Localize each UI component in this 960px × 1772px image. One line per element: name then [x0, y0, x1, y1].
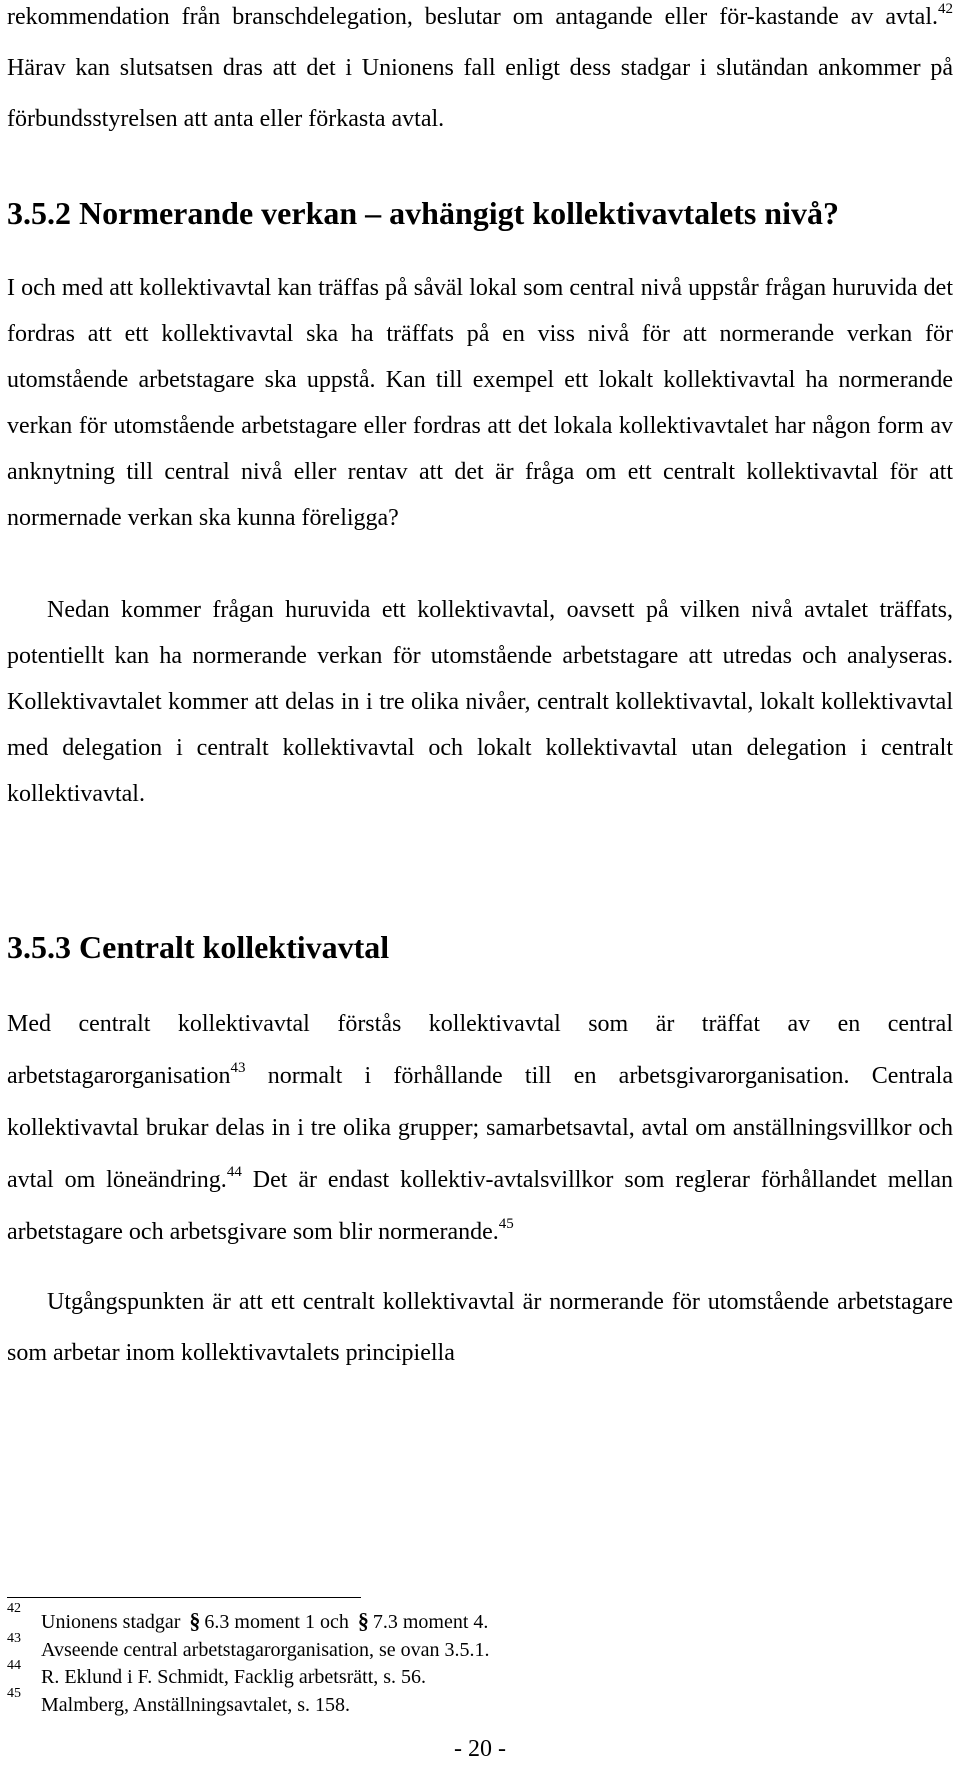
footnote-text: Malmberg, Anställningsavtalet, s. 158. — [41, 1693, 351, 1716]
intro-text-part-1: rekommendation från branschdelegation, beslutar om antagande eller för-kastande av avtal. — [7, 4, 938, 30]
footnote-43 — [7, 1630, 947, 1665]
footnote-text: 6.3 moment 1 och — [204, 1611, 349, 1633]
footnote-mark: 42 — [7, 1601, 21, 1616]
section-heading-3-5-3: 3.5.3 Centralt kollektivavtal — [7, 929, 390, 965]
section-3-5-2-paragraph-1: I och med att kollektivavtal kan träffas på såväl lokal som central nivå uppstår frågan huruvida det fordras att ett kollektivavtal ska ha träffats på en viss nivå för att normerande verkan för utomstående arbetstagare ska uppstå. Kan till exempel ett lokalt kollektivavtal ha normerande verkan för utomstående arbetstagare eller fordras att det lokala kollektivavtalet har någon form av anknytning till central nivå eller rentav att det är fråga om ett centralt kollektivavtal för att normernade verkan ska kunna föreligga? — [7, 275, 953, 531]
section-sign-icon: § — [189, 1608, 201, 1633]
footnote-text: Avseende central arbetstagarorganisation, se ovan 3.5.1. — [41, 1638, 490, 1661]
footnotes-list — [7, 1601, 947, 1719]
footnote-ref-42: 42 — [938, 1, 953, 17]
footnote-text: Unionens stadgar — [41, 1611, 181, 1633]
intro-paragraph — [7, 0, 953, 145]
footnote-mark: 45 — [7, 1685, 21, 1701]
section-3-5-3-text-part-1: Med centralt kollektivavtal förstås kollektivavtal som är träffat av en central arbetstagarorganisation — [7, 1011, 953, 1089]
footnote-text: 7.3 moment 4. — [372, 1611, 489, 1633]
section-3-5-3-paragraph-2: Utgångspunkten är att ett centralt kollektivavtal är normerande för utomstående arbetstagare som arbetar inom kollektivavtalets principiella — [7, 1289, 953, 1366]
footnote-separator — [7, 1597, 361, 1598]
section-heading-3-5-2: 3.5.2 Normerande verkan – avhängigt kollektivavtalets nivå? — [7, 195, 839, 231]
footnote-44 — [7, 1658, 947, 1692]
footnote-text: R. Eklund i F. Schmidt, Facklig arbetsrätt, s. 56. — [41, 1666, 427, 1688]
footnote-42 — [7, 1601, 947, 1637]
footnote-mark: 44 — [7, 1658, 21, 1673]
section-3-5-3-paragraph-1 — [7, 998, 953, 1258]
footnote-ref-44: 44 — [226, 1164, 242, 1180]
intro-text-part-2: Härav kan slutsatsen dras att det i Unionens fall enligt dess stadgar i slutändan ankommer på förbundsstyrelsen att anta eller förkasta avtal. — [7, 55, 953, 132]
page-number: - 20 - — [454, 1736, 506, 1762]
footnote-mark: 43 — [7, 1630, 21, 1646]
section-3-5-3-text-part-2: normalt i förhållande till en arbetsgivarorganisation. Centrala kollektivavtal brukar delas in i tre olika grupper; samarbetsavtal, avtal om anställningsvillkor och avtal om löneändring. — [7, 1063, 953, 1193]
footnote-45 — [7, 1685, 947, 1720]
section-3-5-3-text-part-3: Det är endast kollektiv-avtalsvillkor som reglerar förhållandet mellan arbetstagare och arbetsgivare som blir normerande. — [7, 1167, 954, 1245]
footnote-ref-45: 45 — [498, 1216, 514, 1232]
section-sign-icon: § — [357, 1608, 369, 1633]
section-3-5-2-paragraph-2: Nedan kommer frågan huruvida ett kollektivavtal, oavsett på vilken nivå avtalet träffats, potentiellt kan ha normerande verkan för utomstående arbetstagare att utredas och analyseras. Kollektivavtalet kommer att delas in i tre olika nivåer, centralt kollektivavtal, lokalt kollektivavtal med delegation i centralt kollektivavtal och lokalt kollektivavtal utan delegation i centralt kollektivavtal. — [7, 597, 953, 807]
footnote-ref-43: 43 — [230, 1060, 246, 1076]
